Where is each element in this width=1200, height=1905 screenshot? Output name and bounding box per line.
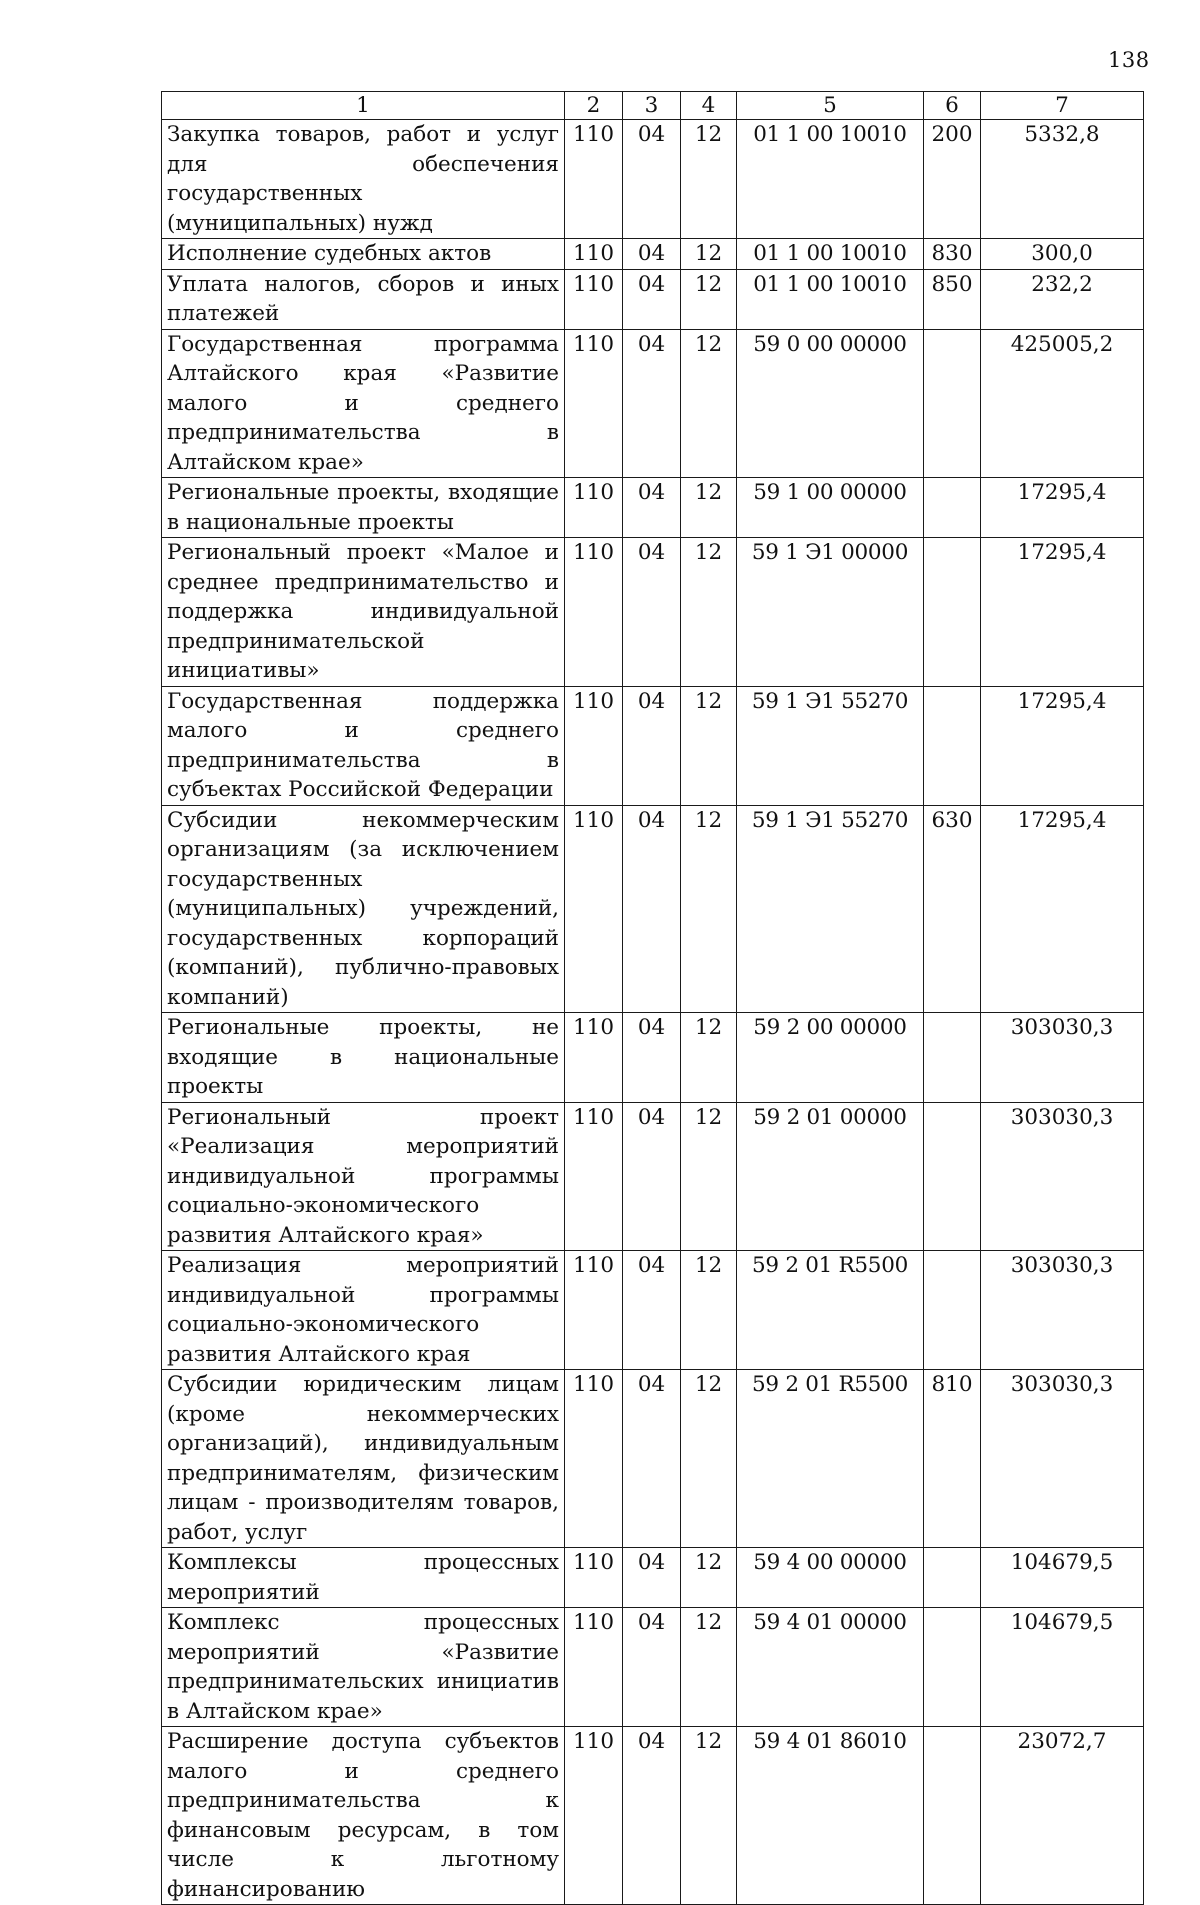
column-header: 6 [924,92,981,120]
code-expense-type [924,1548,981,1608]
table-row [162,1370,1144,1548]
row-amount: 232,2 [981,269,1144,329]
code-expense-type [924,538,981,687]
table-row [162,538,1144,687]
column-header: 5 [737,92,924,120]
code-section: 110 [565,686,623,805]
code-subsection: 12 [681,1251,737,1370]
code-chapter: 04 [623,239,681,270]
row-amount: 17295,4 [981,478,1144,538]
row-amount: 303030,3 [981,1102,1144,1251]
row-description: Региональный проект «Реализация мероприятий индивидуальной программы социально-экономического развития Алтайского края» [162,1102,565,1251]
row-description: Комплексы процессных мероприятий [162,1548,565,1608]
code-target-article: 59 2 00 00000 [737,1013,924,1103]
code-target-article: 59 4 01 86010 [737,1727,924,1905]
column-header: 3 [623,92,681,120]
page-number: 138 [1108,48,1150,72]
row-amount: 300,0 [981,239,1144,270]
row-description: Субсидии юридическим лицам (кроме некоммерческих организаций), индивидуальным предпринимателям, физическим лицам - производителям товаров, работ, услуг [162,1370,565,1548]
code-target-article: 59 2 01 00000 [737,1102,924,1251]
row-description: Исполнение судебных актов [162,239,565,270]
table-row [162,1548,1144,1608]
code-target-article: 59 4 00 00000 [737,1548,924,1608]
code-chapter: 04 [623,1102,681,1251]
row-amount: 17295,4 [981,686,1144,805]
row-description: Закупка товаров, работ и услуг для обеспечения государственных (муниципальных) нужд [162,120,565,239]
code-expense-type [924,1608,981,1727]
table-row [162,1013,1144,1103]
table-row [162,686,1144,805]
row-description: Комплекс процессных мероприятий «Развитие предпринимательских инициатив в Алтайском крае» [162,1608,565,1727]
table-row [162,329,1144,478]
row-amount: 17295,4 [981,538,1144,687]
code-subsection: 12 [681,1102,737,1251]
code-expense-type [924,1727,981,1905]
code-section: 110 [565,269,623,329]
row-description: Уплата налогов, сборов и иных платежей [162,269,565,329]
table-row [162,478,1144,538]
column-header: 7 [981,92,1144,120]
code-chapter: 04 [623,1608,681,1727]
code-target-article: 01 1 00 10010 [737,239,924,270]
code-chapter: 04 [623,329,681,478]
code-section: 110 [565,1608,623,1727]
code-expense-type [924,478,981,538]
code-target-article: 59 1 00 00000 [737,478,924,538]
table-row [162,1727,1144,1905]
code-chapter: 04 [623,1727,681,1905]
code-target-article: 59 2 01 R5500 [737,1251,924,1370]
code-target-article: 59 1 Э1 55270 [737,805,924,1013]
code-chapter: 04 [623,805,681,1013]
code-expense-type [924,1102,981,1251]
code-chapter: 04 [623,120,681,239]
code-subsection: 12 [681,686,737,805]
code-expense-type [924,1013,981,1103]
row-amount: 303030,3 [981,1370,1144,1548]
code-subsection: 12 [681,1370,737,1548]
code-section: 110 [565,805,623,1013]
code-expense-type: 850 [924,269,981,329]
code-subsection: 12 [681,805,737,1013]
table-row [162,1251,1144,1370]
code-subsection: 12 [681,1727,737,1905]
table-row [162,269,1144,329]
code-chapter: 04 [623,269,681,329]
header-row [162,92,1144,120]
code-subsection: 12 [681,1608,737,1727]
code-subsection: 12 [681,269,737,329]
code-section: 110 [565,1548,623,1608]
table-row [162,1608,1144,1727]
row-amount: 17295,4 [981,805,1144,1013]
column-header: 1 [162,92,565,120]
code-subsection: 12 [681,1548,737,1608]
table-row [162,239,1144,270]
code-target-article: 59 4 01 00000 [737,1608,924,1727]
code-expense-type: 630 [924,805,981,1013]
row-amount: 23072,7 [981,1727,1144,1905]
code-target-article: 59 2 01 R5500 [737,1370,924,1548]
row-amount: 104679,5 [981,1548,1144,1608]
code-chapter: 04 [623,1548,681,1608]
row-amount: 303030,3 [981,1251,1144,1370]
code-target-article: 01 1 00 10010 [737,269,924,329]
code-section: 110 [565,1251,623,1370]
table-row [162,805,1144,1013]
code-chapter: 04 [623,538,681,687]
code-section: 110 [565,120,623,239]
row-description: Региональный проект «Малое и среднее предпринимательство и поддержка индивидуальной предпринимательской инициативы» [162,538,565,687]
row-description: Государственная поддержка малого и среднего предпринимательства в субъектах Российской Федерации [162,686,565,805]
code-subsection: 12 [681,478,737,538]
row-amount: 5332,8 [981,120,1144,239]
code-section: 110 [565,1013,623,1103]
code-expense-type: 200 [924,120,981,239]
code-target-article: 59 1 Э1 00000 [737,538,924,687]
code-section: 110 [565,239,623,270]
code-chapter: 04 [623,1251,681,1370]
code-chapter: 04 [623,1370,681,1548]
row-description: Расширение доступа субъектов малого и среднего предпринимательства к финансовым ресурсам, в том числе к льготному финансированию [162,1727,565,1905]
code-section: 110 [565,329,623,478]
table-row [162,1102,1144,1251]
code-expense-type [924,329,981,478]
code-section: 110 [565,1727,623,1905]
code-subsection: 12 [681,1013,737,1103]
code-subsection: 12 [681,120,737,239]
code-section: 110 [565,538,623,687]
code-target-article: 59 0 00 00000 [737,329,924,478]
row-description: Реализация мероприятий индивидуальной программы социально-экономического развития Алтайского края [162,1251,565,1370]
code-chapter: 04 [623,686,681,805]
budget-table [161,91,1144,1905]
code-subsection: 12 [681,239,737,270]
code-target-article: 59 1 Э1 55270 [737,686,924,805]
table-row [162,120,1144,239]
column-header: 2 [565,92,623,120]
row-description: Региональные проекты, входящие в национальные проекты [162,478,565,538]
row-amount: 425005,2 [981,329,1144,478]
code-section: 110 [565,1370,623,1548]
code-subsection: 12 [681,538,737,687]
column-header: 4 [681,92,737,120]
code-expense-type: 830 [924,239,981,270]
row-description: Субсидии некоммерческим организациям (за исключением государственных (муниципальных) учреждений, государственных корпораций (компаний), публично-правовых компаний) [162,805,565,1013]
code-expense-type [924,1251,981,1370]
code-chapter: 04 [623,1013,681,1103]
row-description: Региональные проекты, не входящие в национальные проекты [162,1013,565,1103]
code-section: 110 [565,1102,623,1251]
code-chapter: 04 [623,478,681,538]
row-description: Государственная программа Алтайского края «Развитие малого и среднего предпринимательства в Алтайском крае» [162,329,565,478]
code-expense-type [924,686,981,805]
row-amount: 104679,5 [981,1608,1144,1727]
code-target-article: 01 1 00 10010 [737,120,924,239]
code-subsection: 12 [681,329,737,478]
code-expense-type: 810 [924,1370,981,1548]
row-amount: 303030,3 [981,1013,1144,1103]
code-section: 110 [565,478,623,538]
